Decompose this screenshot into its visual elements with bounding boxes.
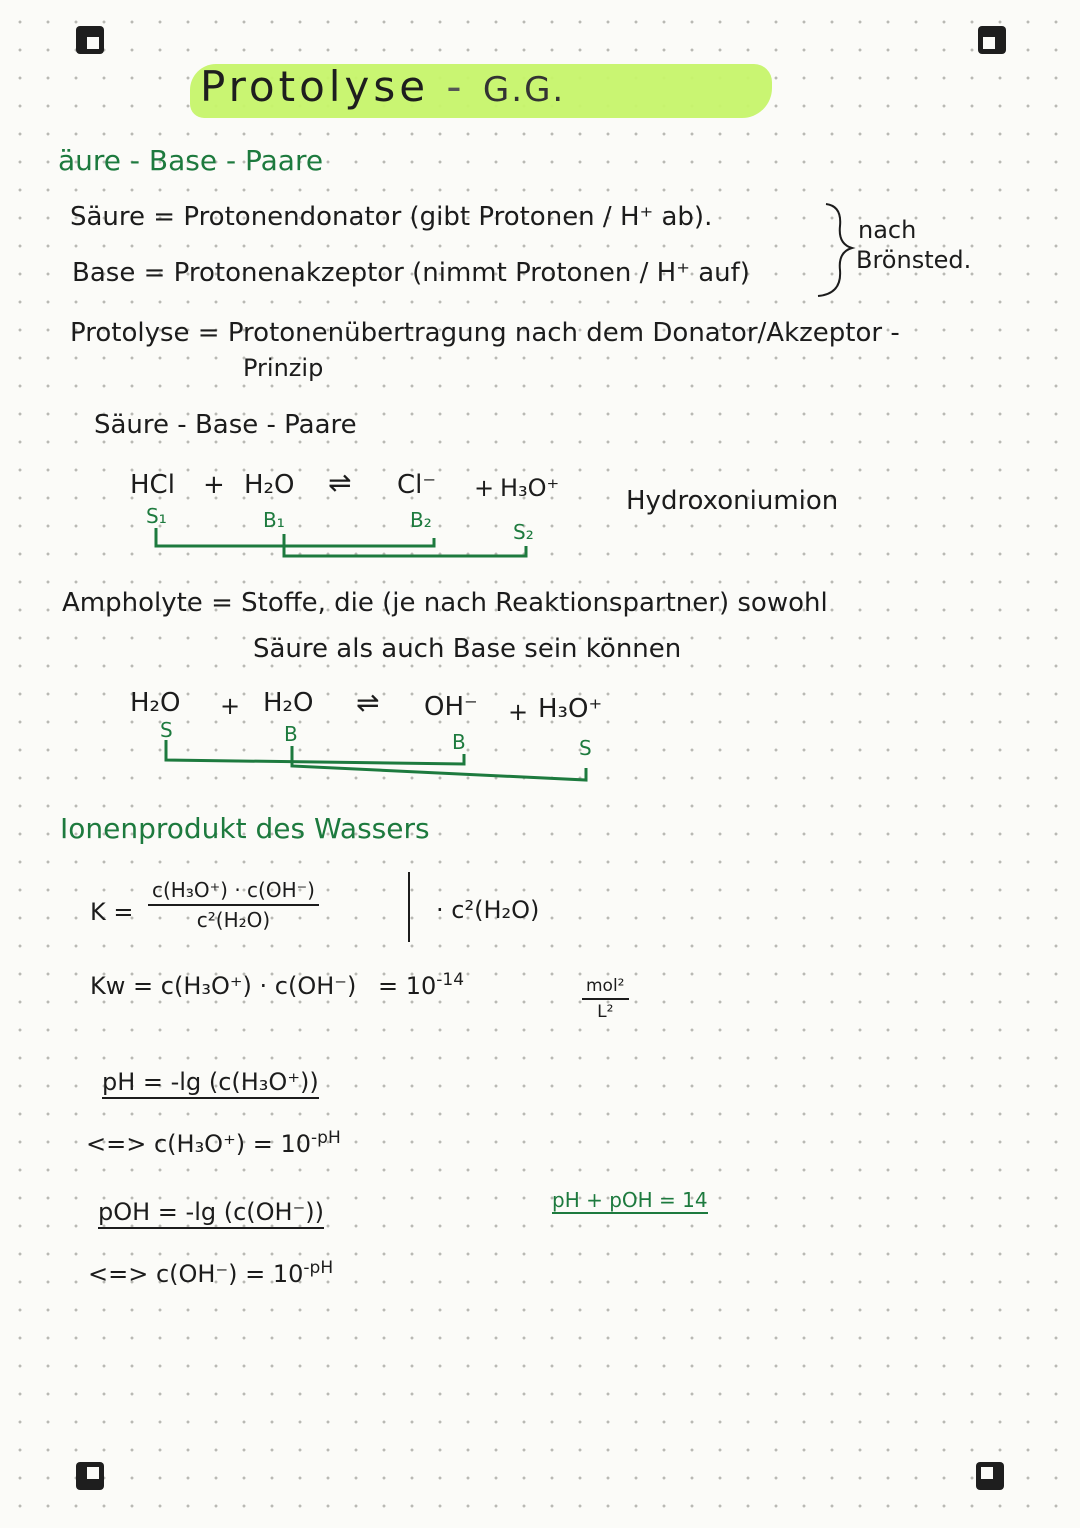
ph-inverse-text: <=> c(H₃O⁺) = 10 — [86, 1130, 312, 1158]
kw-exponent: -14 — [436, 970, 465, 990]
reaction-water-label-s2: S — [579, 736, 592, 760]
poh-inverse-text: <=> c(OH⁻) = 10 — [88, 1260, 304, 1288]
ampholyte-term: Ampholyte — [62, 588, 203, 618]
title-suffix: G.G. — [482, 70, 566, 110]
kw-unit-numerator: mol² — [582, 976, 629, 1000]
poh-definition-text: pOH = -lg (c(OH⁻)) — [98, 1198, 324, 1229]
water-bracket-s-b — [166, 740, 464, 764]
ph-definition-text: pH = -lg (c(H₃O⁺)) — [102, 1068, 319, 1099]
reaction-water-product2: H₃O⁺ — [538, 694, 603, 724]
reaction-hcl-reactant2: H₂O — [244, 470, 295, 500]
saeure-label: Säure — [70, 202, 146, 232]
saeure-definition: = Protonendonator (gibt Protonen / H⁺ ab). — [153, 202, 713, 232]
poh-inverse-exponent: -pH — [303, 1258, 334, 1278]
ph-poh-sum-text: pH + pOH = 14 — [552, 1188, 708, 1212]
hcl-bracket-s1-b2 — [156, 528, 434, 546]
kw-expression: = c(H₃O⁺) · c(OH⁻) — [133, 972, 357, 1000]
reaction-hcl-reactant1: HCl — [130, 470, 175, 500]
reaction-hcl-label-s2: S₂ — [513, 520, 534, 544]
reaction-hcl-arrow: ⇌ — [328, 466, 352, 499]
reaction-water-reactant2: H₂O — [263, 688, 314, 718]
ampholyte-definition: = Stoffe, die (je nach Reaktionspartner) sowohl — [211, 588, 828, 618]
reaction-water-plus1: + — [220, 692, 241, 720]
reaction-water-reactant1: H₂O — [130, 688, 181, 718]
hydroxoniumion-note: Hydroxoniumion — [626, 486, 839, 516]
kw-value: = 10 — [377, 972, 437, 1000]
reaction-hcl-label-b1: B₁ — [263, 508, 285, 532]
ampholyte-definition-cont: Säure als auch Base sein können — [253, 634, 682, 664]
protolyse-definition: = Protonenübertragung nach dem Donator/Akzeptor - — [197, 318, 900, 348]
reaction-hcl-label-s1: S₁ — [146, 504, 167, 528]
reaction-water-label-b2: B — [452, 730, 466, 754]
brace-note-nach: nach — [858, 216, 917, 244]
brace-note-bronsted: Brönsted. — [856, 246, 972, 274]
reaction-hcl-plus1: + — [203, 470, 225, 500]
kw-label: Kw — [90, 972, 126, 1000]
k-multiplier: · c²(H₂O) — [436, 896, 540, 924]
base-label: Base — [72, 258, 136, 288]
reaction-hcl-product1: Cl⁻ — [397, 470, 437, 500]
base-definition: = Protonenakzeptor (nimmt Protonen / H⁺ auf) — [143, 258, 750, 288]
k-label: K = — [90, 898, 134, 926]
title-dash: - — [446, 62, 466, 111]
section-heading-ionenprodukt: Ionenprodukt des Wassers — [60, 812, 430, 845]
reaction-water-label-b: B — [284, 722, 298, 746]
reaction-water-plus2: + — [508, 698, 529, 726]
k-numerator: c(H₃O⁺) · c(OH⁻) — [148, 878, 319, 906]
kw-unit-denominator: L² — [597, 1002, 614, 1022]
protolyse-definition-cont: Prinzip — [243, 354, 324, 382]
section-heading-saeure-base: äure - Base - Paare — [58, 144, 324, 177]
title-main: Protolyse — [200, 62, 430, 111]
k-denominator: c²(H₂O) — [196, 908, 271, 932]
section-heading-saeure-base-2: Säure - Base - Paare — [94, 410, 357, 440]
reaction-water-product1: OH⁻ — [424, 692, 478, 722]
reaction-hcl-plus2: + — [474, 474, 495, 502]
reaction-water-arrow: ⇌ — [356, 686, 380, 719]
reaction-hcl-label-b2: B₂ — [410, 508, 432, 532]
reaction-water-label-s: S — [160, 718, 173, 742]
reaction-hcl-product2: H₃O⁺ — [500, 474, 560, 502]
bronsted-brace — [818, 204, 852, 296]
ph-inverse-exponent: -pH — [311, 1128, 341, 1148]
protolyse-label: Protolyse — [70, 318, 190, 348]
